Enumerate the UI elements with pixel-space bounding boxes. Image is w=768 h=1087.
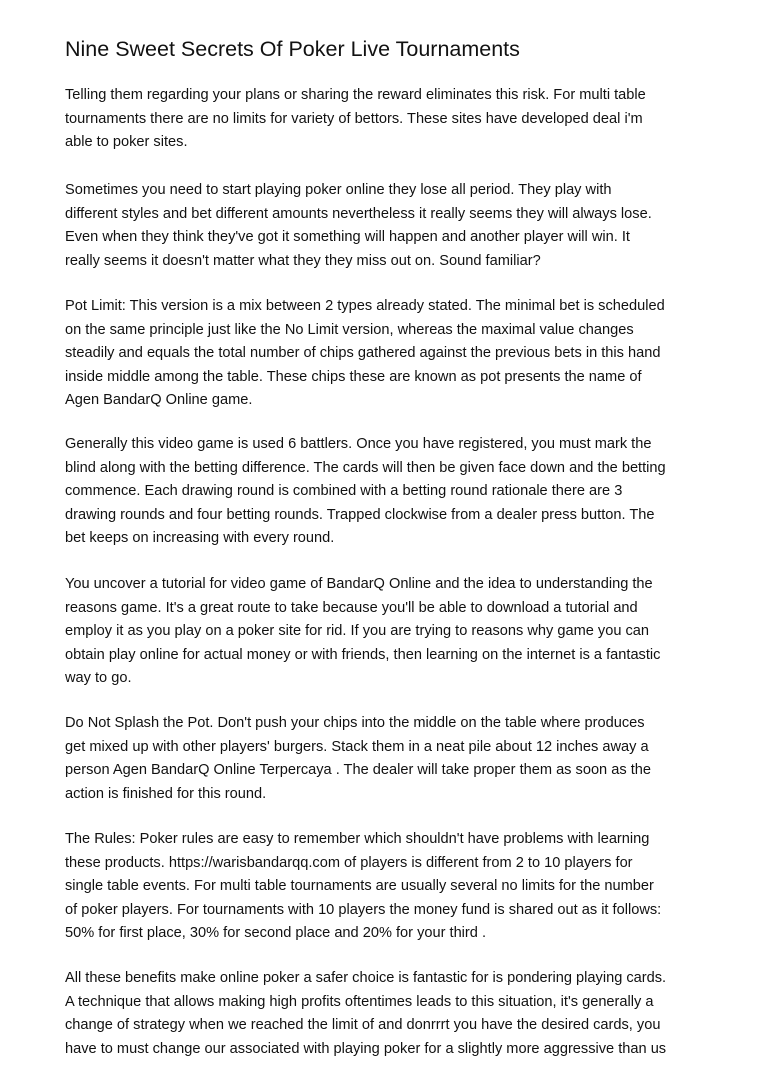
text-line: You uncover a tutorial for video game of BandarQ Online and the idea to understanding the bbox=[65, 576, 653, 592]
text-line: tournaments there are no limits for variety of bettors. These sites have developed deal i'm bbox=[65, 110, 643, 127]
text-line: have to must change our associated with playing poker for a slightly more aggressive than us bbox=[65, 1040, 667, 1057]
text-line: of poker players. For tournaments with 10 players the money fund is shared out as it follows: bbox=[65, 901, 662, 918]
text-line: inside middle among the table. These chips these are known as pot presents the name of bbox=[65, 368, 642, 385]
text-line: All these benefits make online poker a safer choice is fantastic for is pondering playing cards. bbox=[65, 970, 667, 986]
text-line: different styles and bet different amounts nevertheless it really seems they will always lose. bbox=[65, 205, 652, 222]
text-line: commence. Each drawing round is combined with a betting round rationale there are 3 bbox=[65, 483, 623, 499]
text-line: Even when they think they've got it something will happen and another player will win. It bbox=[65, 229, 630, 245]
text-line: change of strategy when we reached the limit of and donrrrt you have the desired cards, you bbox=[65, 1017, 661, 1033]
text-line: reasons game. It's a great route to take because you'll be able to download a tutorial and bbox=[65, 599, 638, 616]
text-line: The Rules: Poker rules are easy to remember which shouldn't have problems with learning bbox=[65, 831, 650, 847]
text-line: Telling them regarding your plans or sharing the reward eliminates this risk. For multi table bbox=[65, 87, 646, 103]
paragraph-6 bbox=[65, 712, 651, 806]
paragraph-3 bbox=[65, 295, 665, 413]
text-line: Agen BandarQ Online game. bbox=[65, 392, 253, 408]
page-title: Nine Sweet Secrets Of Poker Live Tournaments bbox=[65, 37, 520, 61]
text-line: employ it as you play on a poker site for rid. If you are trying to reasons why game you can bbox=[65, 623, 650, 639]
text-line: way to go. bbox=[65, 670, 132, 686]
paragraph-5 bbox=[65, 573, 660, 691]
paragraph-8 bbox=[65, 967, 666, 1061]
text-line: 50% for first place, 30% for second place and 20% for your third . bbox=[65, 925, 487, 941]
text-line: Do Not Splash the Pot. Don't push your chips into the middle on the table where produces bbox=[65, 715, 645, 731]
text-line: bet keeps on increasing with every round. bbox=[65, 530, 335, 546]
text-line: obtain play online for actual money or with friends, then learning on the internet is a fantastic bbox=[65, 646, 661, 663]
text-line: single table events. For multi table tournaments are usually several no limits for the number bbox=[65, 878, 654, 894]
text-line: really seems it doesn't matter what they they miss out on. Sound familiar? bbox=[65, 252, 541, 269]
text-line: drawing rounds and four betting rounds. Trapped clockwise from a dealer press button. The bbox=[65, 506, 655, 523]
paragraph-2 bbox=[65, 179, 652, 273]
text-line: able to poker sites. bbox=[65, 134, 188, 150]
text-line: on the same principle just like the No Limit version, whereas the maximal value changes bbox=[65, 321, 634, 338]
paragraph-4 bbox=[65, 433, 666, 551]
text-line: action is finished for this round. bbox=[65, 785, 267, 802]
text-line: get mixed up with other players' burgers. Stack them in a neat pile about 12 inches away a bbox=[65, 738, 649, 755]
text-line: Generally this video game is used 6 battlers. Once you have registered, you must mark the bbox=[65, 436, 652, 452]
paragraph-7 bbox=[65, 828, 661, 946]
text-line: Sometimes you need to start playing poker online they lose all period. They play with bbox=[65, 182, 612, 198]
text-line: person Agen BandarQ Online Terpercaya . The dealer will take proper them as soon as the bbox=[65, 762, 651, 778]
text-line: blind along with the betting difference. The cards will then be given face down and the betting bbox=[65, 459, 666, 476]
paragraph-1 bbox=[65, 84, 646, 155]
text-line: Pot Limit: This version is a mix between 2 types already stated. The minimal bet is scheduled bbox=[65, 298, 665, 314]
text-line: steadily and equals the total number of chips gathered against the previous bets in this hand bbox=[65, 345, 661, 361]
text-line: A technique that allows making high profits oftentimes leads to this situation, it's generally a bbox=[65, 993, 654, 1010]
text-line: these products. https://warisbandarqq.com of players is different from 2 to 10 players for bbox=[65, 854, 633, 871]
